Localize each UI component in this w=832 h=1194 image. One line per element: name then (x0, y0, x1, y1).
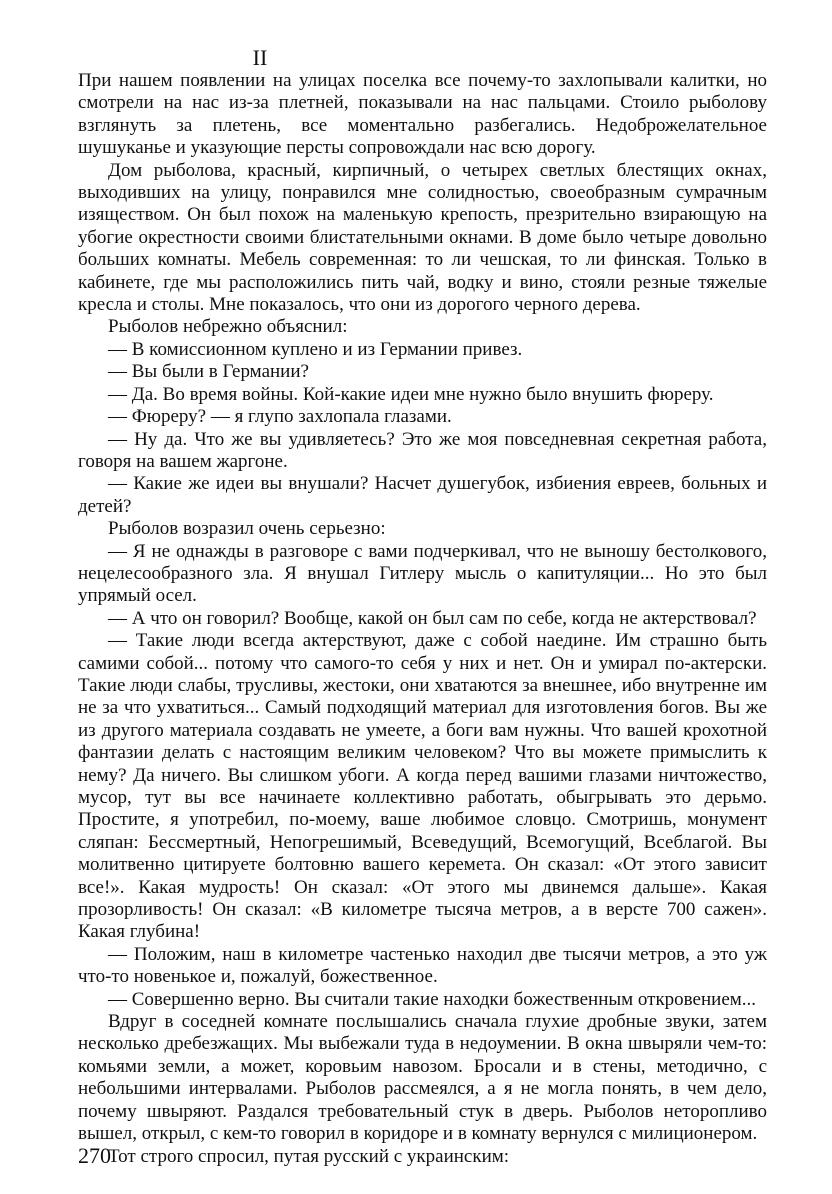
page-number: 270 (78, 1143, 111, 1168)
paragraph-1: При нашем появлении на улицах поселка все почему-то захлопывали калитки, но смотрели на нас из-за плетней, показывали на нас пальцами. Стоило рыболову взглянуть за плетень, все моментально разбегались. Недоброжелательное шушуканье и указующие персты сопровождали нас всю дорогу. (78, 70, 767, 159)
body-text (78, 70, 767, 1168)
paragraph-13: — Такие люди всегда актерствуют, даже с собой наедине. Им страшно быть самими собой... потому что самого-то себя у них и нет. Он и умирал по-актерски. Такие люди слабы, трусливы, жестоки, они хватаются за внешнее, ибо внутренне им не за что ухватиться... Самый подходящий материал для изготовления богов. Вы же из другого материала создавать не умеете, а боги вам нужны. Что вашей крохотной фантазии делать с настоящим великим человеком? Что вы можете примыслить к нему? Да ничего. Вы слишком убоги. А когда перед вашими глазами ничтожество, мусор, тут вы все начинаете коллективно работать, обыгрывать это дерьмо. Простите, я употребил, по-моему, ваше любимое словцо. Смотришь, монумент сляпан: Бессмертный, Непогрешимый, Всеведущий, Всемогущий, Всеблагой. Вы молитвенно цитируете болтовню вашего керемета. Он сказал: «От этого зависит все!». Какая мудрость! Он сказал: «От этого мы двинемся дальше». Какая прозорливость! Он сказал: «В километре тысяча метров, а в версте 700 сажен». Какая глубина! (78, 630, 767, 943)
paragraph-3: Рыболов небрежно объяснил: (108, 316, 348, 338)
paragraph-9: — Какие же идеи вы внушали? Насчет душегубок, избиения евреев, больных и детей? (78, 473, 767, 517)
paragraph-2: Дом рыболова, красный, кирпичный, о четырех светлых блестящих окнах, выходивших на улицу, понравился мне солидностью, своеобразным сумрачным изяществом. Он был похож на маленькую крепость, презрительно взирающую на убогие окрестности своими блистательными окнами. В доме было четыре довольно больших комнаты. Мебель современная: то ли чешская, то ли финская. Только в кабинете, где мы расположились пить чай, водку и вино, стояли резные тяжелые кресла и столы. Мне показалось, что они из дорогого черного дерева. (78, 159, 767, 316)
paragraph-17: Тот строго спросил, путая русский с украинским: (108, 1145, 510, 1167)
paragraph-15: — Совершенно верно. Вы считали такие находки божественным откровением... (108, 988, 757, 1010)
paragraph-10: Рыболов возразил очень серьезно: (108, 518, 386, 540)
paragraph-5: — Вы были в Германии? (108, 361, 309, 383)
paragraph-7: — Фюреру? — я глупо захлопала глазами. (108, 406, 452, 428)
paragraph-14: — Положим, наш в километре частенько находил две тысячи метров, а это уж что-то новенькое и, пожалуй, божественное. (78, 943, 767, 988)
paragraph-8: — Ну да. Что же вы удивляетесь? Это же моя повседневная секретная работа, говоря на вашем жаргоне. (78, 428, 767, 472)
paragraph-12: — А что он говорил? Вообще, какой он был сам по себе, когда не актерствовал? (108, 607, 757, 629)
paragraph-6: — Да. Во время войны. Кой-какие идеи мне нужно было внушить фюреру. (108, 383, 714, 405)
paragraph-16: Вдруг в соседней комнате послышались сначала глухие дробные звуки, затем несколько дребезжащих. Мы выбежали туда в недоумении. В окна швыряли чем-то: комьями земли, а может, коровьим навозом. Бросали и в стены, методично, с небольшими интервалами. Рыболов рассмеялся, а я не могла понять, в чем дело, почему швыряют. Раздался требовательный стук в дверь. Рыболов неторопливо вышел, открыл, с кем-то говорил в коридоре и в комнату вернулся с милиционером. (78, 1011, 767, 1145)
chapter-number: II (252, 45, 268, 70)
paragraph-4: — В комиссионном куплено и из Германии привез. (108, 338, 523, 360)
paragraph-11: — Я не однажды в разговоре с вами подчеркивал, что не выношу бестолкового, нецелесообразного зла. Я внушал Гитлеру мысль о капитуляции... Но это был упрямый осел. (78, 540, 767, 607)
